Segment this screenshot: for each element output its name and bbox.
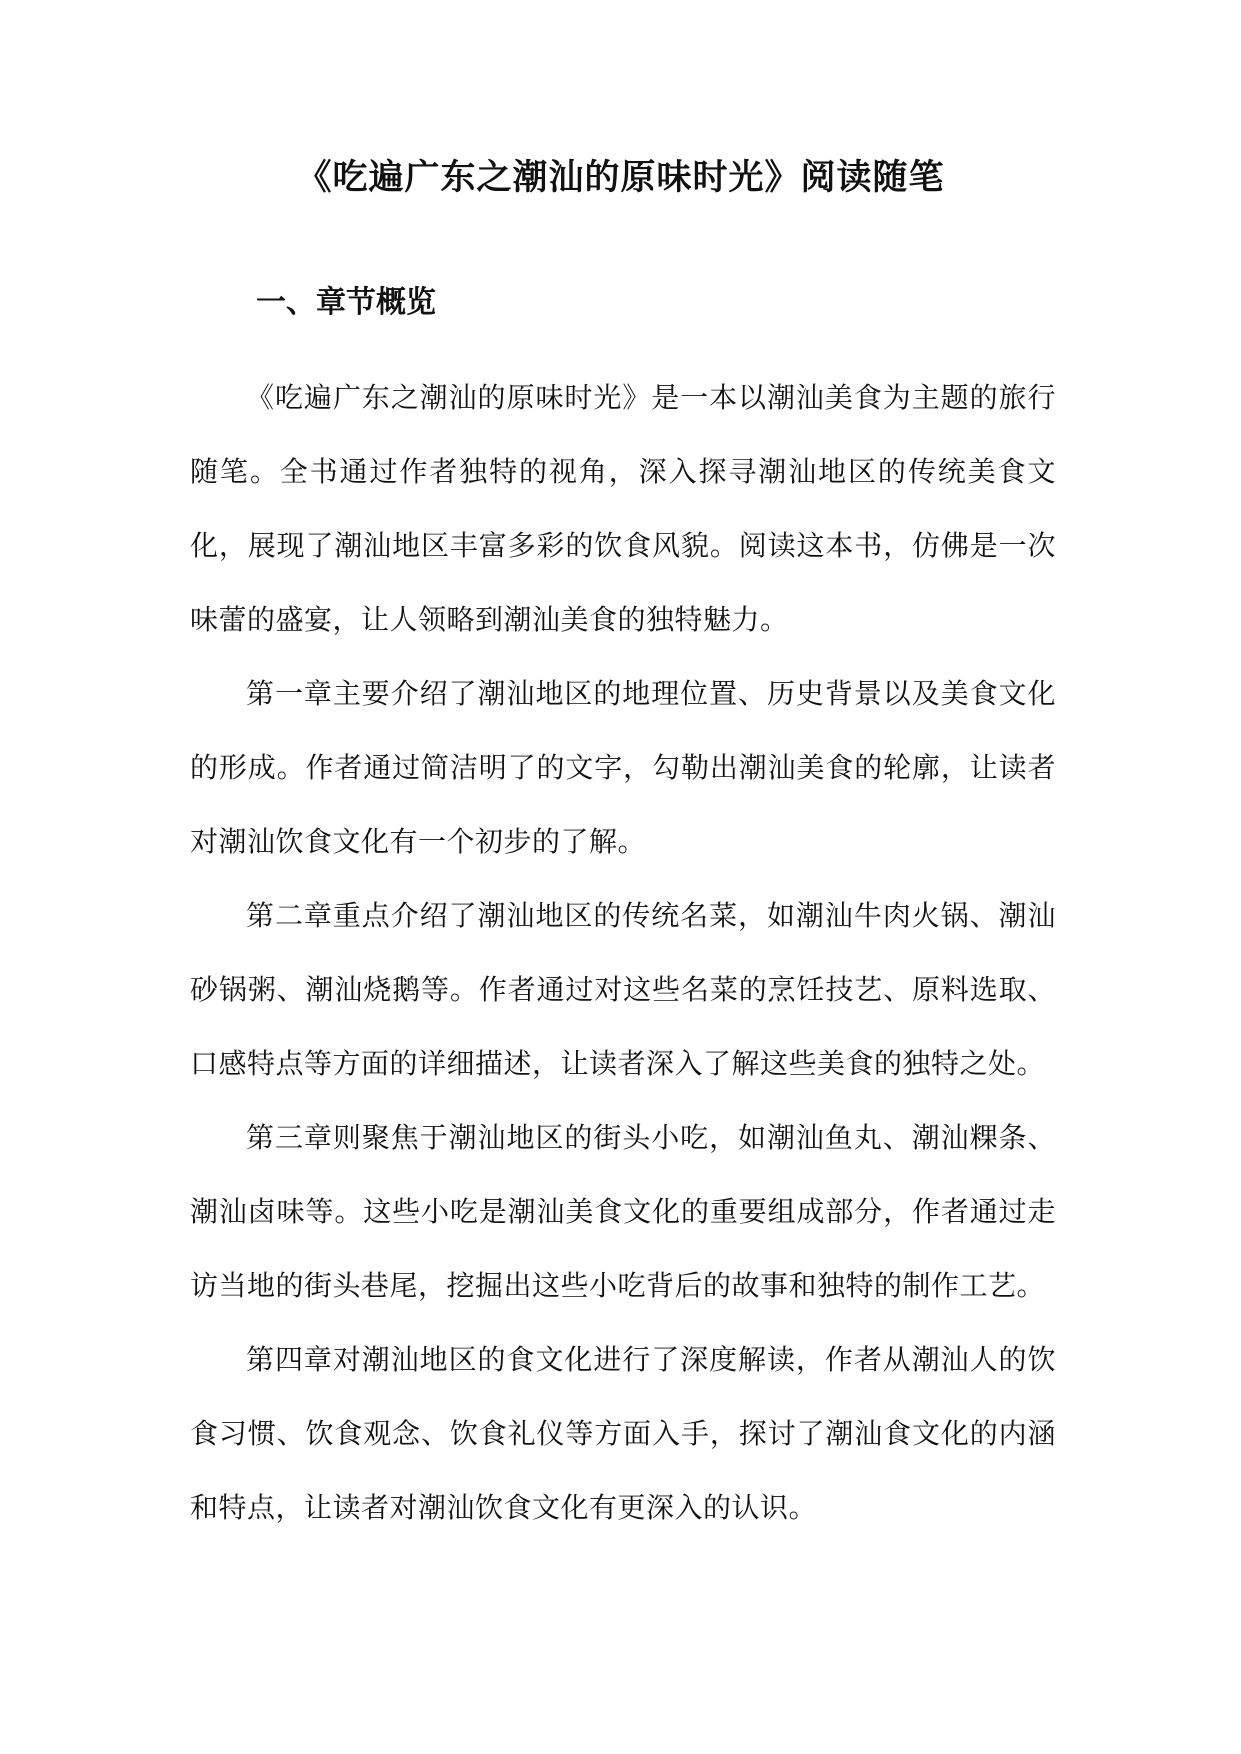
document-title: 《吃遍广东之潮汕的原味时光》阅读随笔 — [296, 158, 945, 198]
paragraph-chapter-3: 第三章则聚焦于潮汕地区的街头小吃，如潮汕鱼丸、潮汕粿条、潮汕卤味等。这些小吃是潮汕美食文化的重要组成部分，作者通过走访当地的街头巷尾，挖掘出这些小吃背后的故事和独特的制作工艺。 — [190, 1121, 1056, 1302]
paragraph-chapter-1: 第一章主要介绍了潮汕地区的地理位置、历史背景以及美食文化的形成。作者通过简洁明了的文字，勾勒出潮汕美食的轮廓，让读者对潮汕饮食文化有一个初步的了解。 — [190, 677, 1056, 858]
document-body — [190, 361, 1056, 1545]
paragraph-chapter-4: 第四章对潮汕地区的食文化进行了深度解读，作者从潮汕人的饮食习惯、饮食观念、饮食礼仪等方面入手，探讨了潮汕食文化的内涵和特点，让读者对潮汕饮食文化有更深入的认识。 — [190, 1343, 1056, 1524]
paragraph-chapter-2: 第二章重点介绍了潮汕地区的传统名菜，如潮汕牛肉火锅、潮汕砂锅粥、潮汕烧鹅等。作者通过对这些名菜的烹饪技艺、原料选取、口感特点等方面的详细描述，让读者深入了解这些美食的独特之处。 — [190, 899, 1056, 1080]
paragraph-overview: 《吃遍广东之潮汕的原味时光》是一本以潮汕美食为主题的旅行随笔。全书通过作者独特的视角，深入探寻潮汕地区的传统美食文化，展现了潮汕地区丰富多彩的饮食风貌。阅读这本书，仿佛是一次味蕾的盛宴，让人领略到潮汕美食的独特魅力。 — [190, 381, 1056, 636]
section-heading: 一、章节概览 — [256, 285, 436, 320]
